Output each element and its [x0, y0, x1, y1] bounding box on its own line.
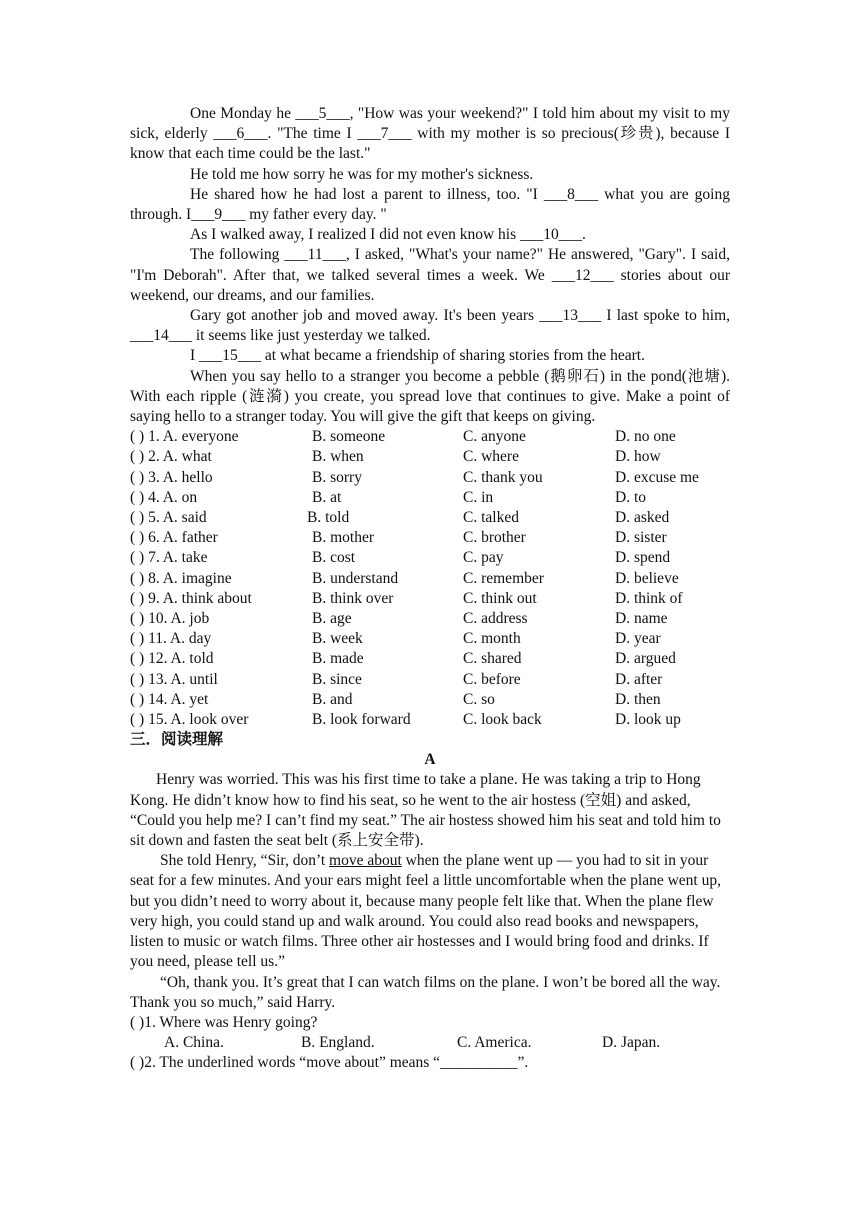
question-stem: ( ) 12. A. told	[130, 650, 214, 668]
option-b: B. age	[312, 609, 352, 627]
option-b: B. and	[312, 690, 353, 708]
worksheet-page	[130, 104, 730, 1074]
option-b: B. cost	[312, 549, 356, 567]
question-stem: ( ) 11. A. day	[130, 630, 212, 648]
question-stem: ( ) 10. A. job	[130, 609, 210, 627]
option-d: D. name	[615, 609, 668, 627]
option-b: B. sorry	[312, 468, 362, 486]
option-c: C. shared	[463, 650, 522, 668]
option-a: A. China.	[164, 1034, 224, 1052]
question-1: ( )1. Where was Henry going?	[130, 1013, 318, 1031]
option-b: B. England.	[301, 1034, 375, 1052]
option-c: C. talked	[463, 509, 519, 526]
option-row	[130, 569, 730, 589]
option-d: D. sister	[615, 529, 667, 547]
option-d: D. to	[615, 488, 646, 506]
option-c: C. month	[463, 630, 521, 648]
cloze-options-list	[130, 427, 730, 730]
option-b: B. someone	[312, 428, 386, 446]
question-stem: ( ) 3. A. hello	[130, 468, 213, 486]
option-row	[130, 710, 730, 730]
cloze-paragraph: I ___15___ at what became a friendship of sharing stories from the heart.	[190, 347, 645, 365]
question-stem: ( ) 4. A. on	[130, 488, 198, 506]
cloze-paragraph: He told me how sorry he was for my mother's sickness.	[190, 165, 534, 183]
option-c: C. pay	[463, 549, 504, 567]
option-row	[130, 609, 730, 629]
option-c: C. in	[463, 488, 494, 506]
reading-paragraph	[130, 851, 730, 972]
option-d: D. spend	[615, 549, 671, 567]
cloze-paragraph: As I walked away, I realized I did not even know his ___10___.	[190, 226, 586, 244]
option-row	[130, 468, 730, 488]
option-d: D. excuse me	[615, 468, 699, 486]
question-1-options	[130, 1033, 730, 1053]
option-d: D. look up	[615, 710, 681, 728]
option-row	[130, 548, 730, 568]
question-stem: ( ) 2. A. what	[130, 448, 212, 466]
option-row	[130, 447, 730, 467]
option-row	[130, 670, 730, 690]
option-c: C. thank you	[463, 468, 543, 486]
option-b: B. since	[312, 670, 362, 688]
cloze-paragraph: One Monday he ___5___, "How was your weekend?" I told him about my visit to my sick, elderly ___6___. "The time I ___7___ with my mother is so precious(珍贵), because I know that each time could be the last."	[130, 105, 730, 163]
option-d: D. how	[615, 448, 661, 466]
cloze-paragraph: Gary got another job and moved away. It's been years ___13___ I last spoke to him, ___14___ it seems like just yesterday we talked.	[130, 307, 730, 345]
cloze-paragraph: He shared how he had lost a parent to illness, too. "I ___8___ what you are going through. I___9___ my father every day. "	[130, 185, 730, 224]
option-row	[130, 690, 730, 710]
option-d: D. Japan.	[602, 1034, 661, 1052]
option-b: B. look forward	[312, 710, 411, 728]
question-stem: ( ) 1. A. everyone	[130, 428, 239, 446]
option-d: D. year	[615, 630, 661, 648]
question-stem: ( ) 5. A. said	[130, 509, 207, 526]
question-2: ( )2. The underlined words “move about” means “__________”.	[130, 1054, 529, 1072]
option-d: D. argued	[615, 650, 676, 668]
question-stem: ( ) 14. A. yet	[130, 690, 209, 708]
option-d: D. asked	[615, 509, 670, 526]
option-c: C. before	[463, 670, 521, 688]
option-b: B. when	[312, 448, 364, 466]
option-d: D. then	[615, 690, 661, 708]
option-b: B. week	[312, 630, 363, 648]
option-c: C. address	[463, 609, 528, 627]
question-stem: ( ) 6. A. father	[130, 529, 218, 547]
option-b: B. think over	[312, 589, 394, 607]
option-row	[130, 488, 730, 508]
option-d: D. no one	[615, 428, 676, 446]
option-row	[130, 629, 730, 649]
option-row	[130, 427, 730, 447]
section-heading: 三．阅读理解	[130, 731, 224, 749]
option-d: D. think of	[615, 589, 683, 607]
option-b: B. at	[312, 488, 342, 506]
option-c: C. think out	[463, 589, 537, 607]
question-stem: ( ) 7. A. take	[130, 549, 208, 567]
reading-text: when the plane went up — you had to sit in your seat for a few minutes. And your ears might feel a little uncomfortable when the plane went up, but you didn’t need to worry about it, because many people felt like that. When the plane flew very high, you could stand up and walk around. You could also read books and newspapers, listen to music or watch films. Three other air hostesses and I would bring food and drinks. If you need, please tell us.”	[130, 852, 721, 971]
reading-text: She told Henry, “Sir, don’t	[160, 852, 330, 870]
option-row	[130, 589, 730, 609]
cloze-paragraph: When you say hello to a stranger you become a pebble (鹅卵石) in the pond(池塘). With each ripple (涟漪) you create, you spread love that continues to give. Make a point of saying hello to a stranger today. You will give the gift that keeps on giving.	[130, 367, 730, 426]
option-b: B. told	[307, 509, 350, 526]
reading-paragraph: “Oh, thank you. It’s great that I can watch films on the plane. I won’t be bored all the way. Thank you so much,” said Harry.	[130, 973, 721, 1011]
option-c: C. look back	[463, 710, 542, 728]
passage-title: A	[424, 751, 436, 769]
option-c: C. America.	[457, 1034, 532, 1052]
option-c: C. so	[463, 690, 495, 708]
option-row	[130, 649, 730, 669]
option-row	[130, 508, 730, 528]
option-b: B. understand	[312, 569, 399, 587]
option-c: C. where	[463, 448, 519, 466]
question-stem: ( ) 13. A. until	[130, 670, 218, 688]
question-stem: ( ) 15. A. look over	[130, 710, 249, 728]
option-c: C. anyone	[463, 428, 526, 446]
question-stem: ( ) 8. A. imagine	[130, 569, 232, 587]
option-c: C. remember	[463, 569, 544, 587]
option-c: C. brother	[463, 529, 526, 547]
underlined-phrase: move about	[329, 852, 402, 870]
option-row	[130, 528, 730, 548]
cloze-paragraph: The following ___11___, I asked, "What's your name?" He answered, "Gary". I said, "I'm Deborah". After that, we talked several times a week. We ___12___ stories about our weekend, our dreams, and our families.	[130, 246, 730, 304]
option-b: B. mother	[312, 529, 374, 547]
option-d: D. after	[615, 670, 663, 688]
option-d: D. believe	[615, 569, 679, 587]
question-stem: ( ) 9. A. think about	[130, 589, 252, 607]
reading-paragraph: Henry was worried. This was his first time to take a plane. He was taking a trip to Hong Kong. He didn’t know how to find his seat, so he went to the air hostess (空姐) and asked, “Could you help me? I can’t find my seat.” The air hostess showed him his seat and told him to sit down and fasten the seat belt (系上安全带).	[130, 771, 721, 850]
option-b: B. made	[312, 650, 364, 668]
